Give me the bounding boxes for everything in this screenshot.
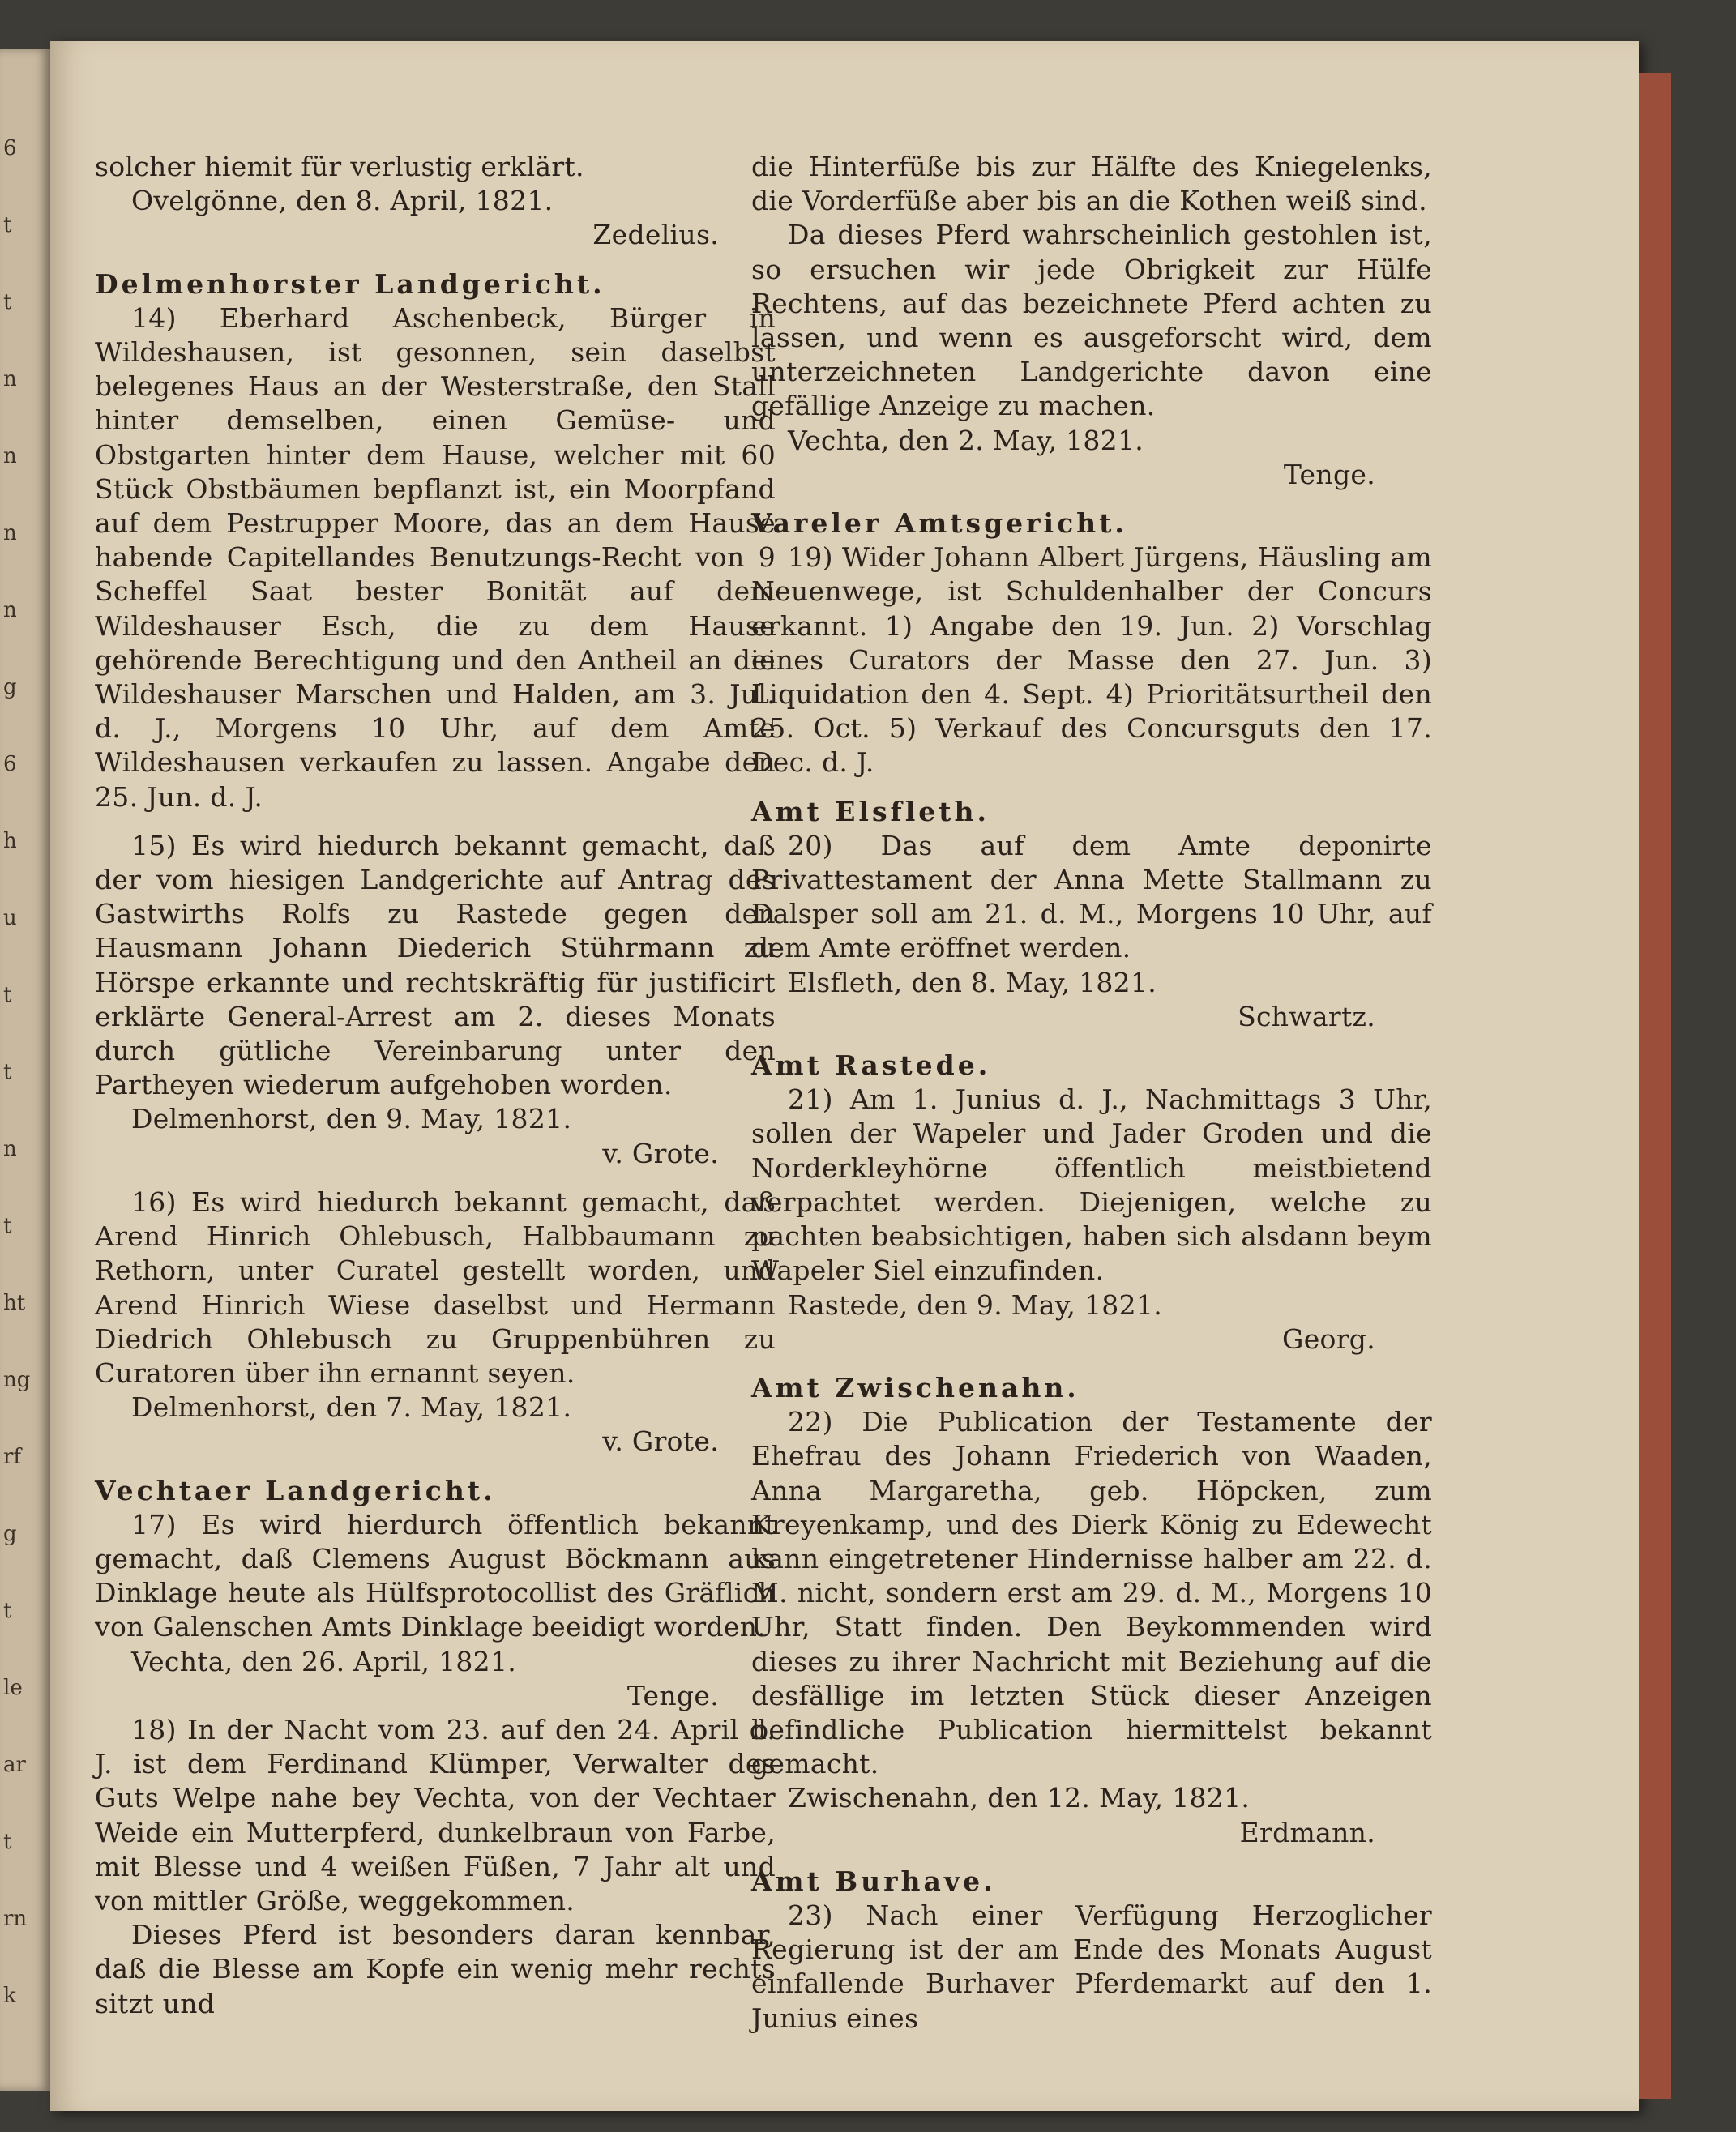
section-heading: Amt Elsfleth. <box>751 795 990 827</box>
paragraph: 22) Die Publication der Testamente der Ehefrau des Johann Friederich von Waaden, Anna Margaretha, geb. Höpcken, zum Kreyenkamp, und des Dierk König zu Edewecht kann eingetretener Hindernisse halber am 22. d. M. nicht, sondern erst am 29. d. M., Morgens 10 Uhr, Statt finden. Den Beykommenden wird dieses zu ihrer Nachricht mit Beziehung auf die desfällige im letzten Stück dieser Anzeigen befindliche Publication hiermittelst bekannt gemacht. <box>751 1406 1432 1780</box>
previous-page-fragment: g <box>3 1522 17 1546</box>
paragraph: 23) Nach einer Verfügung Herzoglicher Regierung ist der am Ende des Monats August einfallende Burhaver Pferdemarkt auf den 1. Junius eines <box>751 1899 1432 2034</box>
paragraph: 16) Es wird hiedurch bekannt gemacht, daß Arend Hinrich Ohlebusch, Halbbaumann zu Rethorn, unter Curatel gestellt worden, und Arend Hinrich Wiese daselbst und Hermann Diedrich Ohlebusch zu Gruppenbühren zu Curatoren über ihn ernannt seyen. <box>95 1186 776 1389</box>
paragraph: 19) Wider Johann Albert Jürgens, Häusling am Neuenwege, ist Schuldenhalber der Concurs erkannt. 1) Angabe den 19. Jun. 2) Vorschlag eines Curators der Masse den 27. Jun. 3) Liquidation den 4. Sept. 4) Prioritätsurtheil den 25. Oct. 5) Verkauf des Concursguts den 17. Dec. d. J. <box>751 541 1432 779</box>
section-heading: Vareler Amtsgericht. <box>751 507 1127 540</box>
paragraph: Delmenhorst, den 9. May, 1821. <box>131 1103 572 1135</box>
paragraph: 15) Es wird hiedurch bekannt gemacht, daß der vom hiesigen Landgerichte auf Antrag des Gastwirths Rolfs zu Rastede gegen den Hausmann Johann Diederich Stührmann zu Hörspe erkannte und rechtskräftig für justificirt erklärte General-Arrest am 2. dieses Monats durch gütliche Vereinbarung unter den Partheyen wiederum aufgehoben worden. <box>95 829 776 1101</box>
paragraph: 20) Das auf dem Amte deponirte Privattestament der Anna Mette Stallmann zu Dalsper soll am 21. d. M., Morgens 10 Uhr, auf dem Amte eröffnet werden. <box>751 829 1432 964</box>
previous-page-fragment: t <box>3 983 12 1007</box>
previous-page-fragment: h <box>3 829 17 853</box>
previous-page-fragment: t <box>3 1830 12 1854</box>
section-heading: Vechtaer Landgericht. <box>95 1474 496 1506</box>
previous-page-fragment: n <box>3 367 17 391</box>
signature: v. Grote. <box>602 1137 719 1169</box>
paragraph: Vechta, den 26. April, 1821. <box>131 1645 517 1677</box>
section-heading: Amt Burhave. <box>751 1865 996 1897</box>
previous-page-fragment: 6 <box>3 752 17 776</box>
paragraph <box>95 1171 776 1186</box>
previous-page-fragment: t <box>3 290 12 314</box>
paragraph: 21) Am 1. Junius d. J., Nachmittags 3 Uhr, sollen der Wapeler und Jader Groden und die Norderkleyhörne öffentlich meistbietend verpachtet werden. Diejenigen, welche zu pachten beabsichtigen, haben sich alsdann beym Wapeler Siel einzufinden. <box>751 1083 1432 1287</box>
paragraph: Dieses Pferd ist besonders daran kennbar, daß die Blesse am Kopfe ein wenig mehr rechts sitzt und <box>95 1919 776 2019</box>
signature: Erdmann. <box>1239 1816 1375 1848</box>
section-heading: Delmenhorster Landgericht. <box>95 267 605 300</box>
right-column <box>751 150 1432 2036</box>
section-heading: Amt Rastede. <box>751 1049 991 1082</box>
previous-page-fragment: rf <box>3 1445 22 1469</box>
previous-page-fragment: g <box>3 675 17 699</box>
paragraph: Ovelgönne, den 8. April, 1821. <box>131 185 554 217</box>
signature: v. Grote. <box>602 1425 719 1458</box>
previous-page-fragment: n <box>3 444 17 468</box>
paragraph: 17) Es wird hierdurch öffentlich bekannt gemacht, daß Clemens August Böckmann aus Dinklage heute als Hülfsprotocollist des Gräflich von Galenschen Amts Dinklage beeidigt worden. <box>95 1508 776 1643</box>
signature: Georg. <box>1282 1322 1375 1355</box>
paragraph: 14) Eberhard Aschenbeck, Bürger in Wildeshausen, ist gesonnen, sein daselbst belegenes Haus an der Westerstraße, den Stall hinter demselben, einen Gemüse- und Obstgarten hinter dem Hause, welcher mit 60 Stück Obstbäumen bepflanzt ist, ein Moorpfand auf dem Pestrupper Moore, das an dem Hause habende Capitellandes Benutzungs-Recht von 9 Scheffel Saat bester Bonität auf dem Wildeshauser Esch, die zu dem Hause gehörende Berechtigung und den Antheil an die Wildeshauser Marschen und Halden, am 3. Jul. d. J., Morgens 10 Uhr, auf dem Amte Wildeshausen verkaufen zu lassen. Angabe den 25. Jun. d. J. <box>95 301 776 813</box>
previous-page-fragment: n <box>3 598 17 622</box>
previous-page-fragment: t <box>3 1214 12 1238</box>
paragraph: Vechta, den 2. May, 1821. <box>788 424 1144 456</box>
paragraph: Rastede, den 9. May, 1821. <box>788 1288 1162 1321</box>
left-column <box>95 150 776 2021</box>
paragraph: die Hinterfüße bis zur Hälfte des Kniegelenks, die Vorderfüße aber bis an die Kothen weiß sind. <box>751 151 1432 217</box>
previous-page-fragment: k <box>3 1984 16 2008</box>
paragraph: Delmenhorst, den 7. May, 1821. <box>131 1391 572 1424</box>
paragraph: Zwischenahn, den 12. May, 1821. <box>788 1782 1251 1814</box>
previous-page-fragment: n <box>3 521 17 545</box>
signature: Tenge. <box>626 1679 719 1711</box>
previous-page-fragment: 6 <box>3 136 17 160</box>
previous-page-fragment: ar <box>3 1753 26 1777</box>
previous-page-fragment: rn <box>3 1907 28 1931</box>
signature: Tenge. <box>1283 458 1375 490</box>
previous-page-fragment: t <box>3 1060 12 1084</box>
previous-page-fragment: n <box>3 1137 17 1161</box>
previous-page-fragment: t <box>3 1599 12 1623</box>
paragraph: 18) In der Nacht vom 23. auf den 24. April d. J. ist dem Ferdinand Klümper, Verwalter des Guts Welpe nahe bey Vechta, von der Vechtaer Weide ein Mutterpferd, dunkelbraun von Farbe, mit Blesse und 4 weißen Füßen, 7 Jahr alt und von mittler Größe, weggekommen. <box>95 1713 776 1916</box>
newspaper-page <box>50 41 1639 2111</box>
previous-page-fragment: ng <box>3 1368 31 1392</box>
previous-page-fragment: le <box>3 1676 23 1700</box>
previous-page-fragment: t <box>3 213 12 237</box>
section-heading: Amt Zwischenahn. <box>751 1371 1080 1404</box>
previous-page-edge <box>0 49 50 2091</box>
paragraph: Elsfleth, den 8. May, 1821. <box>788 966 1157 998</box>
signature: Schwartz. <box>1238 1000 1375 1032</box>
paragraph <box>95 814 776 829</box>
signature: Zedelius. <box>592 219 719 251</box>
binding-edge <box>1639 73 1671 2099</box>
paragraph: solcher hiemit für verlustig erklärt. <box>95 151 584 182</box>
previous-page-fragment: ht <box>3 1291 26 1315</box>
previous-page-fragment: u <box>3 906 17 930</box>
paragraph: Da dieses Pferd wahrscheinlich gestohlen ist, so ersuchen wir jede Obrigkeit zur Hülfe Rechtens, auf das bezeichnete Pferd achten zu lassen, und wenn es ausgeforscht wird, dem unterzeichneten Landgerichte davon eine gefällige Anzeige zu machen. <box>751 219 1432 422</box>
